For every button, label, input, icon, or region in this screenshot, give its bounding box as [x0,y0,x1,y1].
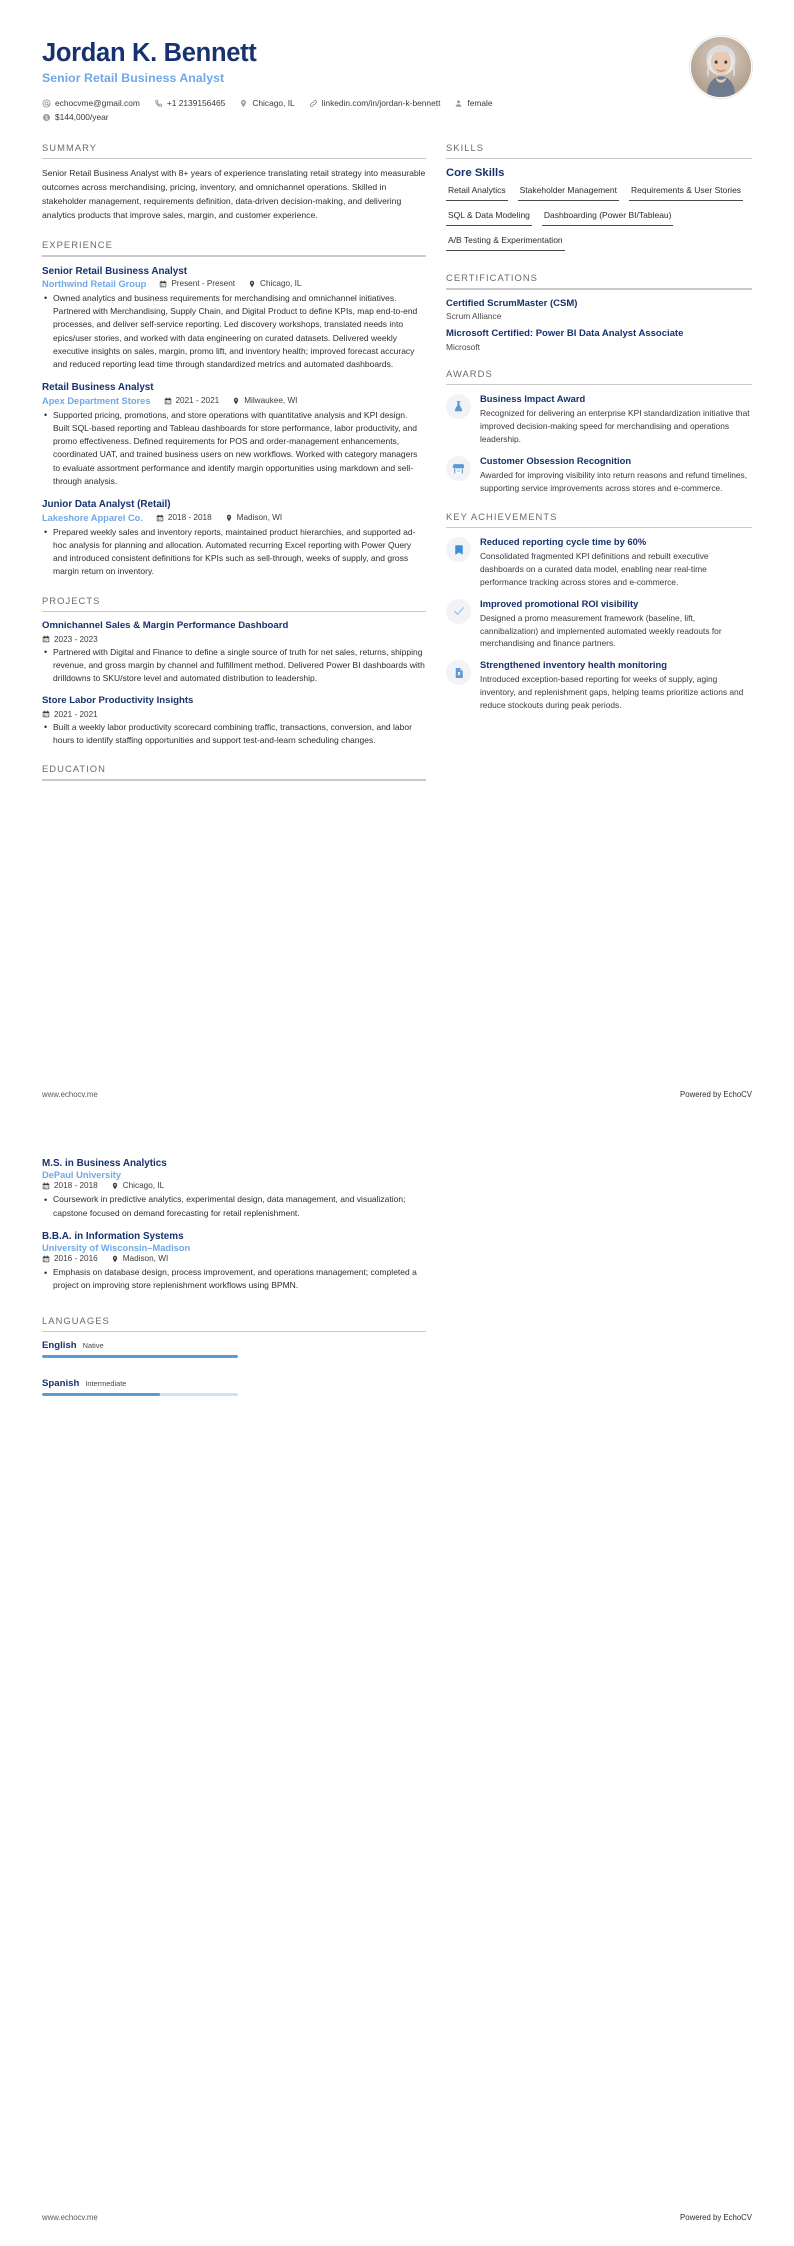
education-dates [42,1181,98,1190]
bullet-item: • Partnered with Digital and Finance to define a single source of truth for net sales, returns, shipping revenue, and gross margin by channel and fulfillment method. Delivered Power BI dashboards with drilldowns to SKU/store level and automated distribution to leadership. [42,646,426,686]
skill-item: Requirements & User Stories [629,185,743,201]
achievement-item [446,659,752,712]
award-item [446,393,752,446]
project-dates [42,710,98,719]
experience-dates [156,513,212,522]
education-location-value: Chicago, IL [122,1181,165,1191]
experience-org: Apex Department Stores [42,395,151,406]
achievement-desc: Introduced exception-based reporting for weeks of supply, aging inventory, and replenishment gaps, helping teams prioritize actions and reduce stockouts during peak periods. [480,674,744,710]
section-rule [42,158,426,160]
phone-icon [154,99,163,108]
skill-item: A/B Testing & Experimentation [446,235,565,251]
content-columns [42,142,752,789]
footer-brand: Powered by EchoCV [680,1090,752,1099]
contact-info [42,96,690,125]
section-education [42,1157,426,1293]
project-title: Omnichannel Sales & Margin Performance Dashboard [42,620,289,632]
calendar-icon [42,1182,50,1190]
certification-name: Certified ScrumMaster (CSM) [446,297,578,309]
achievement-title: Strengthened inventory health monitoring [480,659,667,671]
section-heading-awards: AWARDS [446,367,493,379]
education-entry [42,1157,426,1220]
skill-item: Dashboarding (Power BI/Tableau) [542,210,674,226]
location-pin-icon [248,280,256,288]
achievement-body [480,598,752,651]
section-rule [446,158,752,160]
achievement-body [480,536,752,589]
location-pin-icon [232,397,240,405]
section-heading-summary: SUMMARY [42,141,98,153]
award-body [480,393,752,446]
contact-linkedin-value: linkedin.com/in/jordan-k-bennett [321,98,441,109]
store-icon-glyph [452,462,465,475]
store-icon [446,456,471,481]
avatar [690,36,752,98]
education-meta [42,1254,426,1263]
section-heading-key-achievements: KEY ACHIEVEMENTS [446,510,558,522]
section-rule [42,1331,426,1333]
bullet-item: • Supported pricing, promotions, and store operations with quantitative analysis and KPI design. Built SQL-based reporting and Tableau dashboards for store performance, labor productivity, and promo effectiveness. Defined requirements for POS and order-management enhancements, coordinated UAT, and trained business users on new workflows. Worked with category managers to evaluate assortment performance and identify margin opportunities using markdown and sell-through analysis. [42,409,426,489]
page-footer [42,1090,752,1099]
contact-email[interactable] [42,96,140,110]
project-dates-value: 2023 - 2023 [54,634,98,644]
education-entry [42,1230,426,1293]
award-desc: Awarded for improving visibility into return reasons and refund timelines, supporting service improvements across stores and e-commerce. [480,469,748,493]
experience-location-value: Chicago, IL [260,279,302,289]
experience-location-value: Madison, WI [236,513,283,523]
language-name: English [42,1340,77,1352]
award-title: Customer Obsession Recognition [480,454,632,466]
section-rule [42,611,426,613]
education-meta [42,1181,426,1190]
location-pin-icon [239,99,248,108]
footer-website[interactable]: www.echocv.me [42,2213,98,2222]
bullet-item: • Emphasis on database design, process improvement, and operations management; completed a project on improving store replenishment workflows using BPMN. [42,1266,426,1293]
section-key-achievements [446,511,752,712]
page-footer [42,2213,752,2222]
experience-entry [42,381,426,488]
award-body [480,455,752,495]
section-experience [42,239,426,579]
experience-meta [42,279,426,289]
contact-linkedin[interactable] [309,96,441,110]
experience-dates-value: 2018 - 2018 [167,513,212,523]
section-heading-experience: EXPERIENCE [42,238,113,250]
education-location [111,1181,164,1190]
section-summary [42,142,426,223]
certification-item [446,298,752,321]
location-pin-icon [111,1182,119,1190]
bullet-item: • Built a weekly labor productivity scorecard combining traffic, transactions, conversion, and labor hours to identify staffing opportunities and support test-and-learn scheduling changes. [42,721,426,748]
education-title: M.S. in Business Analytics [42,1158,167,1169]
language-level: Native [82,1341,104,1351]
experience-title: Retail Business Analyst [42,382,154,394]
header-job-title: Senior Retail Business Analyst [42,71,225,86]
location-pin-icon [225,514,233,522]
award-title: Business Impact Award [480,393,586,405]
education-dates [42,1254,98,1263]
project-meta [42,635,426,644]
language-row [42,1378,238,1389]
document-icon-glyph [453,667,465,679]
experience-dates-value: Present - Present [171,279,236,289]
bookmark-icon [446,537,471,562]
contact-gender-value: female [467,98,493,109]
experience-title: Junior Data Analyst (Retail) [42,499,171,511]
certification-name: Microsoft Certified: Power BI Data Analyst Associate [446,328,684,340]
education-org: DePaul University [42,1170,122,1181]
section-education-heading [42,763,426,781]
language-level: Intermediate [85,1378,127,1388]
language-progress-fill [42,1355,238,1358]
skill-item: Stakeholder Management [518,185,619,201]
bullet-item: • Owned analytics and business requirements for merchandising and omnichannel initiatives. Partnered with Merchandising, Supply Chain, and Digital Product to define KPIs, map end-to-end processes, and deliver self-service reporting. Led discovery workshops, translated needs into epics/user stories, and worked with data engineering on curated datasets. Delivered weekly executive insights on sales, margin, promo lift, and inventory health; improved forecast accuracy and reduced reporting lead time through standardized metrics and automated dashboards. [42,292,426,372]
avatar-photo-icon [691,37,751,97]
document-icon [446,660,471,685]
language-item [42,1378,238,1396]
certification-issuer: Microsoft [446,341,480,352]
contact-email-value: echocvme@gmail.com [55,98,140,109]
resume-page-2 [0,1123,794,2246]
language-item [42,1340,238,1358]
education-org: University of Wisconsin–Madison [42,1243,191,1254]
experience-bullets [42,409,426,489]
calendar-icon [159,280,167,288]
experience-location [225,513,283,522]
svg-text:$: $ [45,115,48,122]
education-bullets [42,1266,426,1293]
achievement-desc: Consolidated fragmented KPI definitions and rebuilt executive dashboards on a curated data model, enabling near real-time performance tracking across stores and e-commerce. [480,551,709,587]
experience-title: Senior Retail Business Analyst [42,265,188,277]
check-icon [446,599,471,624]
footer-brand: Powered by EchoCV [680,2213,752,2222]
experience-bullets [42,292,426,372]
language-progress-bar [42,1355,238,1358]
achievement-item [446,536,752,589]
contact-row-primary [42,96,690,110]
experience-location [232,396,297,405]
page-title: Jordan K. Bennett [42,39,257,67]
language-row [42,1340,238,1351]
achievement-body [480,659,752,712]
project-meta [42,710,426,719]
achievement-title: Reduced reporting cycle time by 60% [480,536,647,548]
experience-bullets [42,526,426,579]
experience-dates [159,279,235,288]
contact-phone-value: +1 2139156465 [166,98,226,109]
left-column-page2 [42,1157,446,1396]
section-heading-languages: LANGUAGES [42,1314,110,1326]
header-left [42,34,690,125]
contact-location [239,96,294,110]
achievement-item [446,598,752,651]
resume-header [42,34,752,125]
education-bullets [42,1193,426,1220]
skill-item: Retail Analytics [446,185,508,201]
section-projects [42,595,426,748]
person-icon [454,99,463,108]
footer-website[interactable]: www.echocv.me [42,1090,98,1099]
calendar-icon [156,514,164,522]
contact-salary [42,110,109,124]
experience-entry [42,498,426,578]
section-awards [446,368,752,495]
skill-item: SQL & Data Modeling [446,210,532,226]
section-skills [446,142,752,257]
achievement-title: Improved promotional ROI visibility [480,597,639,609]
education-dates-value: 2018 - 2018 [54,1181,98,1191]
contact-row-secondary [42,110,690,124]
section-rule [446,384,752,386]
contact-gender [454,96,492,110]
project-dates [42,635,98,644]
bullet-item: • Coursework in predictive analytics, experimental design, data management, and visualization; capstone focused on demand forecasting for retail replenishment. [42,1193,426,1220]
experience-location-value: Milwaukee, WI [244,396,298,406]
calendar-icon [42,635,50,643]
section-rule [446,527,752,529]
flask-icon-glyph [452,400,465,413]
calendar-icon [42,710,50,718]
left-column [42,142,446,789]
salary-icon [42,113,51,122]
contact-salary-value: $144,000/year [55,112,109,123]
education-location [111,1254,169,1263]
location-pin-icon [111,1255,119,1263]
experience-dates-value: 2021 - 2021 [175,396,220,406]
experience-meta [42,396,426,406]
education-location-value: Madison, WI [122,1254,169,1264]
content-columns-page2 [42,1157,752,1396]
section-rule [446,288,752,290]
experience-location [248,279,301,288]
section-heading-certifications: CERTIFICATIONS [446,272,538,284]
certification-issuer: Scrum Alliance [446,311,502,322]
language-progress-bar [42,1393,238,1396]
education-title: B.B.A. in Information Systems [42,1230,184,1242]
project-bullets [42,721,426,748]
bookmark-icon-glyph [453,544,465,556]
section-rule [42,779,426,781]
skills-group-title: Core Skills [446,167,505,180]
section-heading-skills: SKILLS [446,141,485,153]
email-icon [42,99,51,108]
project-entry [42,695,426,747]
section-heading-projects: PROJECTS [42,594,101,606]
project-bullets [42,646,426,686]
contact-phone[interactable] [154,96,225,110]
calendar-icon [164,397,172,405]
award-desc: Recognized for delivering an enterprise KPI standardization initiative that improved decision-making speed for merchandising and operations leadership. [480,408,750,444]
check-icon-glyph [452,604,466,618]
experience-org: Lakeshore Apparel Co. [42,512,143,523]
language-progress-fill [42,1393,160,1396]
project-title: Store Labor Productivity Insights [42,695,194,707]
project-dates-value: 2021 - 2021 [54,709,98,719]
experience-entry [42,265,426,372]
experience-meta [42,513,426,523]
section-certifications [446,272,752,351]
experience-org: Northwind Retail Group [42,278,147,289]
achievement-desc: Designed a promo measurement framework (baseline, lift, cannibalization) and implemented automated weekly readouts for merchandising and finance partners. [480,612,722,649]
education-dates-value: 2016 - 2016 [54,1254,98,1264]
experience-dates [164,396,220,405]
languages-list [42,1340,426,1395]
right-column [446,142,752,721]
section-heading-education: EDUCATION [42,763,106,775]
summary-text: Senior Retail Business Analyst with 8+ years of experience translating retail strategy into measurable outcomes across merchandising, pricing, inventory, and omnichannel operations. Skilled in stakeholder management, requirements definition, data-driven decision-making, and delivering analytics products that improve sales, margin, and customer experience. [42,168,426,220]
language-name: Spanish [42,1377,80,1389]
contact-location-value: Chicago, IL [252,98,295,109]
bullet-item: • Prepared weekly sales and inventory reports, maintained product hierarchies, and supported ad-hoc analysis for planning and allocation. Automated recurring Excel reporting with Power Query and introduced consistent definitions for KPIs such as sell-through, weeks of supply, and gross margin return on inventory. [42,526,426,579]
calendar-icon [42,1255,50,1263]
skills-list [446,185,752,256]
section-rule [42,255,426,257]
flask-icon [446,394,471,419]
certification-item [446,328,752,351]
project-entry [42,620,426,685]
section-languages [42,1315,426,1396]
award-item [446,455,752,495]
link-icon [309,99,318,108]
